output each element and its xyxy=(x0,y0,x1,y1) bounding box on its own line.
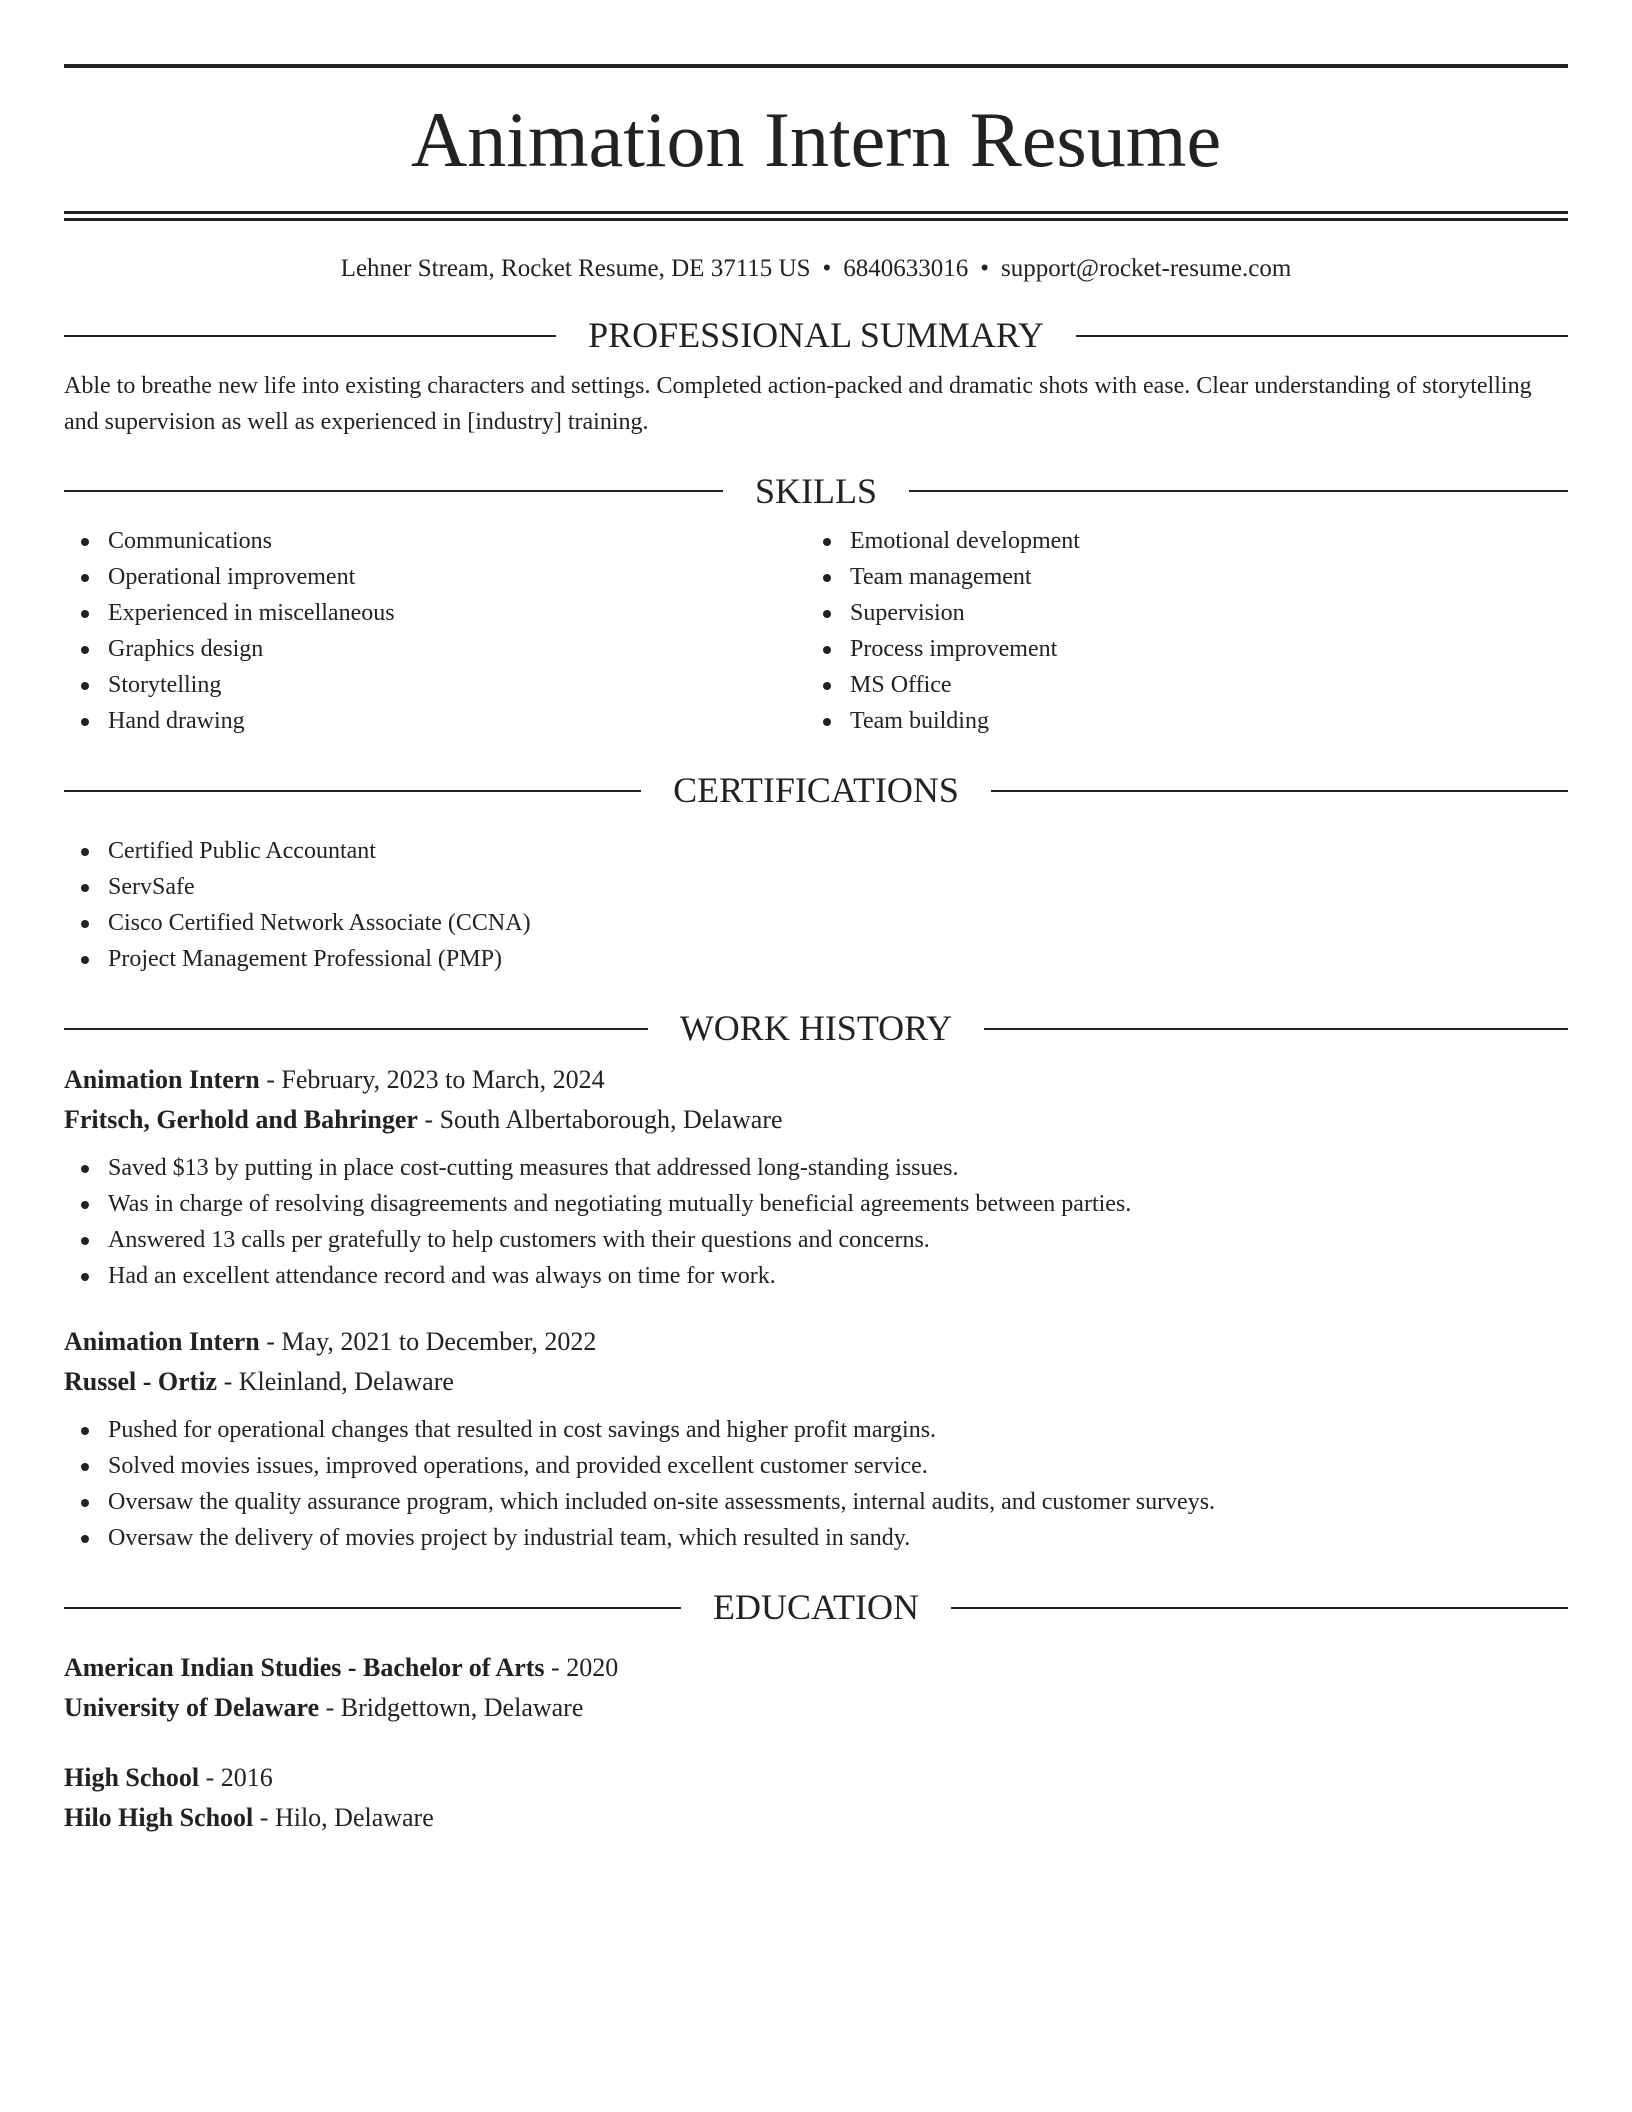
job-dates: February, 2023 to March, 2024 xyxy=(281,1065,605,1095)
job-location: Kleinland, Delaware xyxy=(238,1367,454,1397)
job-dates: May, 2021 to December, 2022 xyxy=(281,1327,597,1357)
section-rule xyxy=(64,1607,681,1609)
education-year: 2020 xyxy=(566,1652,619,1682)
job-bullet: Pushed for operational changes that resulted in cost savings and higher profit margins. xyxy=(64,1412,1568,1448)
skill-item: Team building xyxy=(806,703,1548,739)
education-school-line xyxy=(64,1688,1568,1728)
skill-item: Process improvement xyxy=(806,631,1548,667)
section-header-work-history xyxy=(64,1009,1568,1049)
dash: - xyxy=(266,1065,275,1095)
section-rule xyxy=(64,790,641,792)
job-entry xyxy=(64,1060,1568,1294)
job-company: Russel - Ortiz xyxy=(64,1367,218,1397)
section-title: PROFESSIONAL SUMMARY xyxy=(588,315,1044,355)
job-bullet: Saved $13 by putting in place cost-cutting measures that addressed long-standing issues. xyxy=(64,1150,1568,1186)
section-header-education xyxy=(64,1588,1568,1628)
dash: - xyxy=(551,1652,560,1682)
education-school: University of Delaware xyxy=(64,1692,320,1722)
dash: - xyxy=(266,1327,275,1357)
skill-item: Emotional development xyxy=(806,523,1548,559)
education-location: Bridgettown, Delaware xyxy=(340,1692,584,1722)
job-bullet: Oversaw the delivery of movies project by industrial team, which resulted in sandy. xyxy=(64,1520,1568,1556)
section-title: WORK HISTORY xyxy=(679,1007,953,1048)
certification-item: ServSafe xyxy=(64,869,1568,905)
section-rule xyxy=(64,335,556,337)
contact-address: Lehner Stream, Rocket Resume, DE 37115 US xyxy=(340,255,811,282)
education-school: Hilo High School xyxy=(64,1802,254,1832)
contact-email: support@rocket-resume.com xyxy=(1001,255,1292,282)
education-entry xyxy=(64,1758,1568,1838)
job-title-line xyxy=(64,1060,1568,1100)
skill-item: Team management xyxy=(806,559,1548,595)
section-rule xyxy=(991,790,1568,792)
certification-item: Project Management Professional (PMP) xyxy=(64,941,1568,977)
skills-columns xyxy=(64,523,1568,739)
job-entry xyxy=(64,1322,1568,1556)
job-bullet: Was in charge of resolving disagreements and negotiating mutually beneficial agreements between parties. xyxy=(64,1186,1568,1222)
skill-item: MS Office xyxy=(806,667,1548,703)
job-company: Fritsch, Gerhold and Bahringer xyxy=(64,1105,418,1135)
section-header-summary xyxy=(64,316,1568,356)
skill-item: Storytelling xyxy=(64,667,806,703)
education-location: Hilo, Delaware xyxy=(274,1802,434,1832)
education-degree-line xyxy=(64,1648,1568,1688)
section-title: CERTIFICATIONS xyxy=(673,770,959,811)
job-bullets xyxy=(64,1412,1568,1556)
dash: - xyxy=(259,1802,269,1832)
job-company-line xyxy=(64,1362,1568,1402)
section-rule xyxy=(909,490,1568,492)
certification-item: Cisco Certified Network Associate (CCNA) xyxy=(64,905,1568,941)
contact-separator: • xyxy=(980,255,990,282)
job-bullet: Oversaw the quality assurance program, which included on-site assessments, internal audits, and customer surveys. xyxy=(64,1484,1568,1520)
certifications-list xyxy=(64,833,1568,977)
certification-item: Certified Public Accountant xyxy=(64,833,1568,869)
title-double-divider xyxy=(64,211,1568,221)
section-header-certifications xyxy=(64,771,1568,811)
skill-item: Communications xyxy=(64,523,806,559)
dash: - xyxy=(424,1105,434,1135)
contact-phone: 6840633016 xyxy=(843,255,969,282)
job-bullet: Had an excellent attendance record and was always on time for work. xyxy=(64,1258,1568,1294)
section-rule xyxy=(951,1607,1568,1609)
skill-item: Hand drawing xyxy=(64,703,806,739)
dash: - xyxy=(325,1692,335,1722)
contact-separator: • xyxy=(822,255,832,282)
section-title: SKILLS xyxy=(755,470,878,511)
skill-item: Supervision xyxy=(806,595,1548,631)
section-rule xyxy=(64,1028,648,1030)
dash: - xyxy=(223,1367,233,1397)
job-bullet: Solved movies issues, improved operations, and provided excellent customer service. xyxy=(64,1448,1568,1484)
section-rule xyxy=(984,1028,1568,1030)
resume-title: Animation Intern Resume xyxy=(410,96,1222,183)
dash: - xyxy=(205,1762,215,1792)
section-rule xyxy=(1076,335,1568,337)
education-school-line xyxy=(64,1798,1568,1838)
skills-list-left xyxy=(64,523,806,739)
section-rule xyxy=(64,490,723,492)
job-bullets xyxy=(64,1150,1568,1294)
job-location: South Albertaborough, Delaware xyxy=(439,1105,783,1135)
education-degree: High School xyxy=(64,1762,200,1792)
skill-item: Operational improvement xyxy=(64,559,806,595)
skill-item: Graphics design xyxy=(64,631,806,667)
job-title: Animation Intern xyxy=(64,1065,260,1095)
job-title: Animation Intern xyxy=(64,1327,260,1357)
section-header-skills xyxy=(64,472,1568,512)
skill-item: Experienced in miscellaneous xyxy=(64,595,806,631)
resume-page xyxy=(64,64,1568,1838)
education-entry xyxy=(64,1648,1568,1728)
education-degree: American Indian Studies - Bachelor of Arts xyxy=(64,1652,545,1682)
section-title: EDUCATION xyxy=(713,1587,919,1628)
contact-line xyxy=(64,254,1568,284)
top-divider xyxy=(64,64,1568,68)
job-bullet: Answered 13 calls per gratefully to help customers with their questions and concerns. xyxy=(64,1222,1568,1258)
education-year: 2016 xyxy=(220,1762,273,1792)
skills-list-right xyxy=(806,523,1548,739)
summary-text: Able to breathe new life into existing characters and settings. Completed action-packed and dramatic shots with ease. Clear understanding of storytelling and supervision as well as experienced in [industry] training. xyxy=(64,372,1532,435)
job-company-line xyxy=(64,1100,1568,1140)
education-degree-line xyxy=(64,1758,1568,1798)
job-title-line xyxy=(64,1322,1568,1362)
